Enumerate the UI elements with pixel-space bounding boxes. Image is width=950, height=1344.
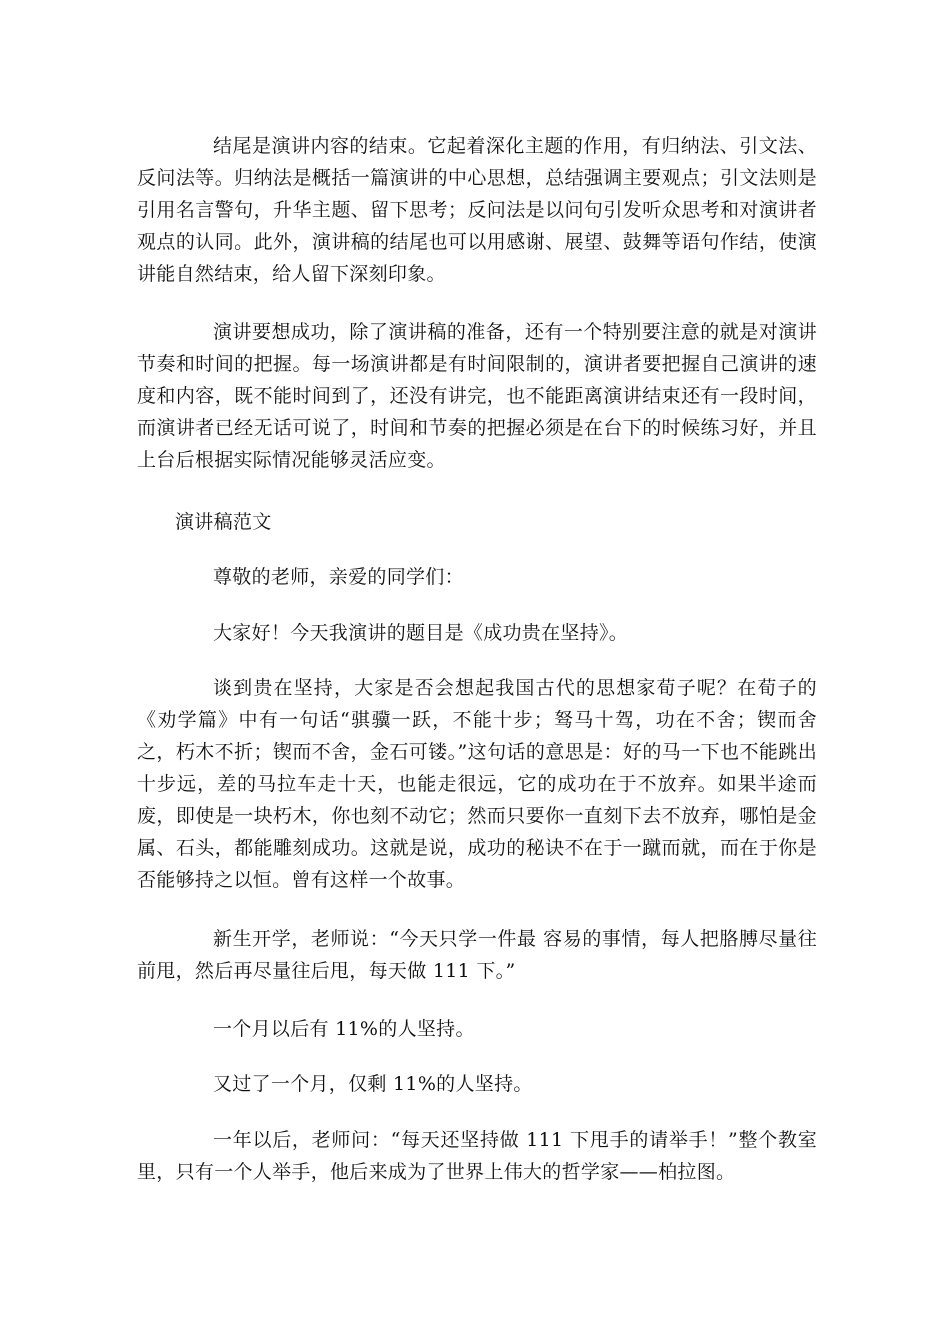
speech-salutation: 尊敬的老师，亲爱的同学们： bbox=[213, 566, 464, 588]
paragraph-speech-ending: 结尾是演讲内容的结束。它起着深化主题的作用，有归纳法、引文法、反问法等。归纳法是概括一篇演讲的中心思想，总结强调主要观点；引文法则是引用名言警句，升华主题、留下思考；反问法是以问句引发听众思考和对演讲者观点的认同。此外，演讲稿的结尾也可以用感谢、展望、鼓舞等语句作结，使演讲能自然结束，给人留下深刻印象。 bbox=[137, 135, 817, 285]
speech-paragraph-one-year: 一年以后，老师问：“每天还坚持做 111 下甩手的请举手！”整个教室里，只有一个人举手，他后来成为了世界上伟大的哲学家——柏拉图。 bbox=[137, 1129, 817, 1183]
speech-paragraph-teacher: 新生开学，老师说：“今天只学一件最 容易的事情，每人把胳膊尽量往前甩，然后再尽量往后甩，每天做 111 下。” bbox=[137, 928, 817, 982]
paragraph-speech-timing: 演讲要想成功，除了演讲稿的准备，还有一个特别要注意的就是对演讲节奏和时间的把握。每一场演讲都是有时间限制的，演讲者要把握自己演讲的速度和内容，既不能时间到了，还没有讲完，也不能距离演讲结束还有一段时间，而演讲者已经无话可说了，时间和节奏的把握必须是在台下的时候练习好，并且上台后根据实际情况能够灵活应变。 bbox=[137, 321, 817, 471]
speech-paragraph-xunzi: 谈到贵在坚持，大家是否会想起我国古代的思想家荀子呢？在荀子的《劝学篇》中有一句话“骐骥一跃，不能十步；驽马十驾，功在不舍；锲而舍之，朽木不折；锲而不舍，金石可镂。”这句话的意思是：好的马一下也不能跳出十步远，差的马拉车走十天，也能走很远，它的成功在于不放弃。如果半途而废，即使是一块朽木，你也刻不动它；然而只要你一直刻下去不放弃，哪怕是金属、石头，都能雕刻成功。这就是说，成功的秘诀不在于一蹴而就，而在于你是否能够持之以恒。曾有这样一个故事。 bbox=[137, 677, 817, 891]
speech-greeting: 大家好！今天我演讲的题目是《成功贵在坚持》。 bbox=[213, 622, 629, 644]
section-title: 演讲稿范文 bbox=[175, 511, 272, 533]
speech-paragraph-two-months: 又过了一个月，仅剩 11%的人坚持。 bbox=[213, 1073, 533, 1095]
speech-paragraph-one-month: 一个月以后有 11%的人坚持。 bbox=[213, 1018, 475, 1040]
